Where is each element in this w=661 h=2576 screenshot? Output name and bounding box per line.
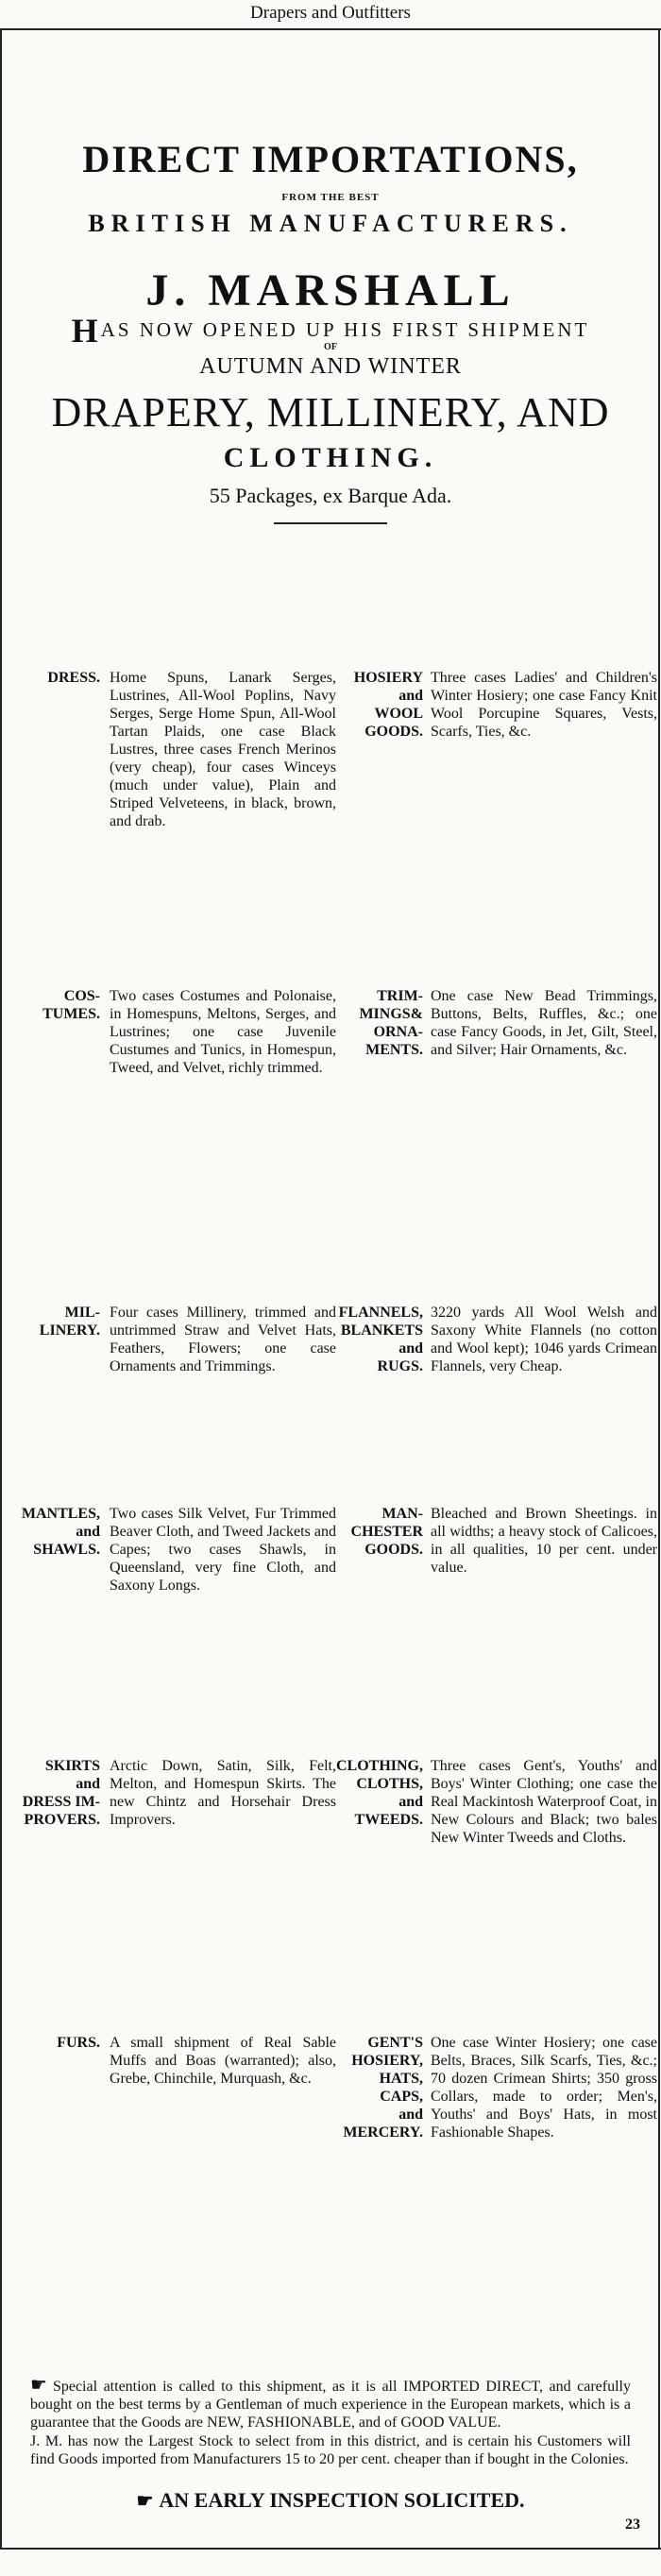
drapery-line: DRAPERY, MILLINERY, AND [51, 389, 610, 435]
of-label: OF [324, 342, 337, 352]
section-trimmings [330, 987, 661, 1138]
merchant-name: J. MARSHALL [145, 265, 516, 316]
section-flannels [330, 1304, 661, 1455]
section-text: Arctic Down, Satin, Silk, Felt, Melton, and Homespun Skirts. The new Chintz and Horsehair Dress Improvers. [110, 1758, 336, 1828]
section-hosiery-wool [330, 669, 661, 848]
section-label: DRESS. [47, 670, 100, 686]
headline: DIRECT IMPORTATIONS, [82, 138, 579, 180]
special-attention-note [30, 2377, 631, 2431]
inspection-line [0, 2487, 661, 2515]
section-label: MIL- LINERY. [39, 1305, 100, 1339]
section-skirts [8, 1757, 338, 1918]
section-text: A small shipment of Real Sable Muffs and Boas (warranted); also, Grebe, Chinchile, Murquash, &c. [110, 2035, 336, 2087]
running-head: Drapers and Outfitters [250, 3, 411, 23]
section-manchester [330, 1505, 661, 1656]
section-text: One case New Bead Trimmings, Buttons, Belts, Ruffles, &c.; one case Fancy Goods, in Jet, Gilt, Steel, and Silver; Hair Ornaments, &c. [431, 988, 657, 1058]
section-furs [8, 2034, 338, 2194]
section-dress [8, 669, 338, 848]
page-number: 23 [625, 2516, 640, 2533]
section-label: HOSIERY and WOOL GOODS. [353, 670, 423, 740]
pointing-hand-icon: ☛ [136, 2491, 154, 2512]
stock-note: J. M. has now the Largest Stock to select from in this district, and is certain his Customers will find Goods imported from Manufacturers 15 to 20 per cent. cheaper than if bought in the Colonies. [30, 2433, 631, 2467]
section-text: Three cases Ladies' and Children's Winter Hosiery; one case Fancy Knit Wool Porcupine Squares, Vests, Scarfs, Ties, &c. [431, 670, 657, 740]
special-note-text: Special attention is called to this shipment, as it is all IMPORTED DIRECT, and carefully bought on the best terms by a Gentleman of much experience in the European markets, which is a guarantee that the Goods are NEW, FASHIONABLE, and of GOOD VALUE. [30, 2379, 631, 2431]
section-text: Bleached and Brown Sheetings. in all widths; a heavy stock of Calicoes, in all qualities, 10 per cent. under value. [431, 1506, 657, 1576]
section-text: Three cases Gent's, Youths' and Boys' Winter Clothing; one case the Real Mackintosh Waterproof Coat, in New Colours and Black; two bales New Winter Tweeds and Cloths. [431, 1758, 657, 1846]
section-label: FURS. [57, 2035, 100, 2051]
section-costumes [8, 987, 338, 1138]
section-text: Two cases Silk Velvet, Fur Trimmed Beaver Cloth, and Tweed Jackets and Capes; two cases Shawls, in Queensland, very fine Cloth, and Saxony Longs. [110, 1506, 336, 1594]
section-label: GENT'S HOSIERY, HATS, CAPS, and MERCERY. [343, 2035, 423, 2141]
british-manufacturers: BRITISH MANUFACTURERS. [88, 210, 573, 237]
inspection-text: AN EARLY INSPECTION SOLICITED. [159, 2488, 525, 2512]
section-label: TRIM- MINGS& ORNA- MENTS. [359, 988, 423, 1058]
section-gents-hosiery [330, 2034, 661, 2194]
section-label: MAN- CHESTER GOODS. [350, 1506, 423, 1558]
from-the-best: FROM THE BEST [281, 192, 380, 203]
section-text: Home Spuns, Lanark Serges, Lustrines, All-Wool Poplins, Navy Serges, Serge Home Spun, All-Wool Tartan Plaids, one case Black Lustres, three cases French Merinos (very cheap), four cases Winceys (much under value), Plain and Striped Velveteens, in black, brown, and drab. [110, 670, 336, 829]
section-text: Two cases Costumes and Polonaise, in Homespuns, Meltons, Serges, and Lustrines; one case Juvenile Custumes and Tunics, in Homespun, Tweed, and Velvet, richly trimmed. [110, 988, 336, 1076]
section-label: SKIRTS and DRESS IM- PROVERS. [22, 1758, 100, 1828]
section-label: FLANNELS, BLANKETS and RUGS. [338, 1305, 423, 1374]
section-clothing [330, 1757, 661, 1918]
section-label: MANTLES, and SHAWLS. [21, 1506, 100, 1558]
pointing-hand-icon: ☛ [30, 2375, 47, 2396]
bottom-frame-rule [0, 2548, 661, 2550]
section-label: CLOTHING, CLOTHS, and TWEEDS. [335, 1758, 423, 1828]
clothing-line: CLOTHING. [223, 442, 438, 473]
has-now-opened-text: AS NOW OPENED UP HIS FIRST SHIPMENT [100, 318, 590, 341]
section-text: Four cases Millinery, trimmed and untrimmed Straw and Velvet Hats, Feathers, Flowers; one case Ornaments and Trimmings. [110, 1305, 336, 1374]
short-rule [274, 522, 387, 524]
top-rule [0, 28, 661, 30]
drop-initial: H [71, 312, 101, 350]
section-text: One case Winter Hosiery; one case Belts, Braces, Silk Scarfs, Ties, &c.; 70 dozen Crimean Shirts; 350 gross Collars, made to order; Men's, Youths' and Boys' Hats, in most Fashionable Shapes. [431, 2035, 657, 2141]
section-millinery [8, 1304, 338, 1455]
season-line: AUTUMN AND WINTER [199, 354, 462, 379]
packages-line: 55 Packages, ex Barque Ada. [209, 484, 452, 507]
section-label: COS- TUMES. [42, 988, 100, 1022]
section-text: 3220 yards All Wool Welsh and Saxony White Flannels (no cotton and Wool kept); 1046 yards Crimean Flannels, very Cheap. [431, 1305, 657, 1374]
section-mantles [8, 1505, 338, 1656]
